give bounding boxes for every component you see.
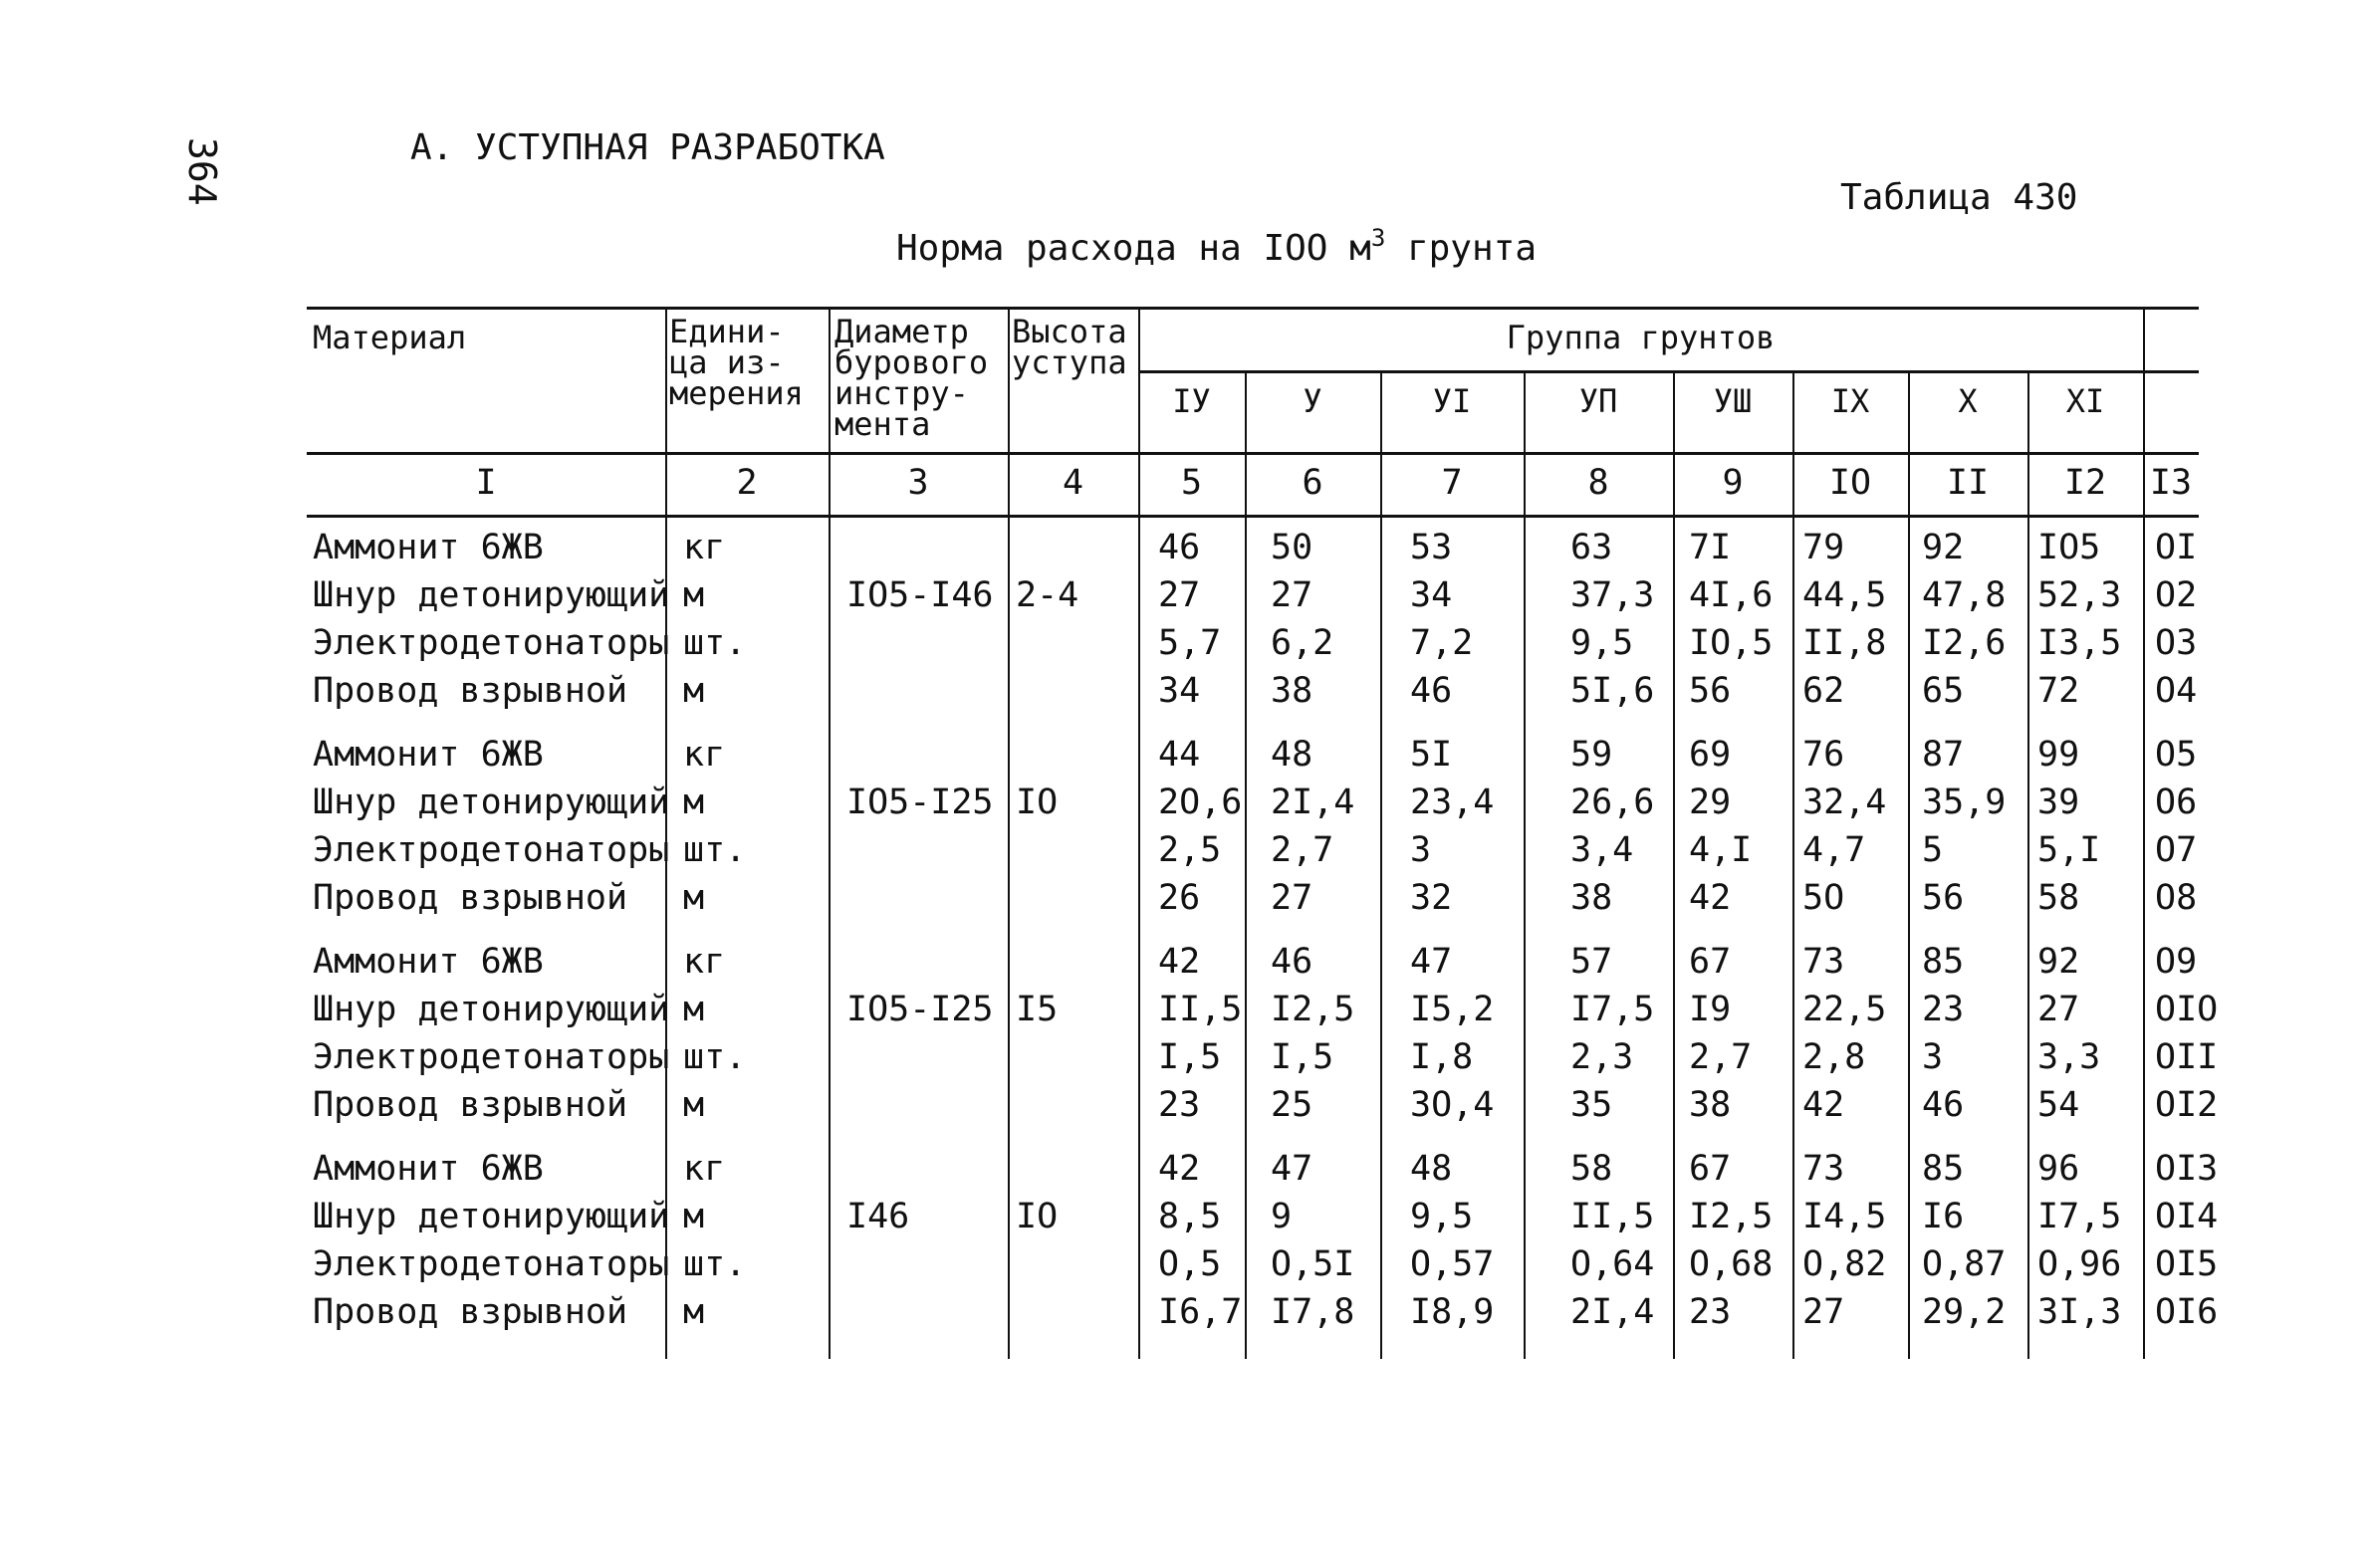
norm-value: I8,9: [1410, 1292, 1495, 1332]
row-code: O4: [2155, 671, 2198, 711]
row-code: O6: [2155, 782, 2198, 822]
norm-value: 3I,3: [2037, 1292, 2122, 1332]
norm-value: 42: [1158, 1149, 1201, 1189]
norm-value: 34: [1158, 671, 1201, 711]
norm-value: 35,9: [1922, 782, 2007, 822]
norm-value: 67: [1689, 1149, 1732, 1189]
header-soil-group: Группа грунтов: [1506, 319, 1776, 356]
norm-value: 5I: [1410, 735, 1453, 775]
norm-value: 52,3: [2037, 575, 2122, 615]
column-divider: [829, 307, 831, 1359]
material-name: Шнур детонирующий: [313, 782, 670, 822]
header-height-line: Высота: [1012, 313, 1127, 350]
material-name: Шнур детонирующий: [313, 1197, 670, 1236]
unit-of-measure: шт.: [683, 1037, 747, 1077]
bench-height: I5: [1016, 990, 1059, 1029]
material-name: Электродетонаторы: [313, 1037, 670, 1077]
norm-value: 79: [1802, 528, 1845, 567]
column-number: 6: [1302, 463, 1323, 503]
norm-value: I4,5: [1802, 1197, 1887, 1236]
norm-value: 58: [1570, 1149, 1613, 1189]
drill-diameter: IO5-I25: [846, 782, 994, 822]
column-divider: [1245, 370, 1247, 1359]
header-unit-line: ца из-: [669, 343, 785, 381]
norm-value: I3,5: [2037, 623, 2122, 663]
material-name: Провод взрывной: [313, 671, 628, 711]
unit-of-measure: м: [683, 1292, 705, 1332]
norm-value: 22,5: [1802, 990, 1887, 1029]
header-unit-line: мерения: [669, 374, 804, 412]
norm-value: IO,5: [1689, 623, 1774, 663]
unit-of-measure: м: [683, 782, 705, 822]
column-divider: [1138, 307, 1140, 1359]
norm-value: I,5: [1271, 1037, 1334, 1077]
norm-value: I6: [1922, 1197, 1965, 1236]
norm-value: 59: [1570, 735, 1613, 775]
column-divider: [1524, 370, 1526, 1359]
column-divider: [1673, 370, 1675, 1359]
norm-value: 32: [1410, 878, 1453, 918]
norm-value: 5,I: [2037, 830, 2101, 870]
norm-value: 92: [1922, 528, 1965, 567]
norm-value: 5,7: [1158, 623, 1222, 663]
row-code: O9: [2155, 942, 2198, 982]
unit-of-measure: шт.: [683, 830, 747, 870]
norm-value: 3: [1410, 830, 1432, 870]
norm-value: 2,5: [1158, 830, 1222, 870]
norm-value: 53: [1410, 528, 1453, 567]
header-group-7: X: [1958, 382, 1978, 420]
norm-value: 4,7: [1802, 830, 1866, 870]
norm-value: 58: [2037, 878, 2080, 918]
row-code: OI6: [2155, 1292, 2219, 1332]
norm-value: I,8: [1410, 1037, 1474, 1077]
norm-value: 27: [1271, 878, 1313, 918]
norm-value: 4,I: [1689, 830, 1753, 870]
norm-value: 27: [1271, 575, 1313, 615]
norm-value: 29,2: [1922, 1292, 2007, 1332]
norm-value: 3: [1922, 1037, 1944, 1077]
material-name: Шнур детонирующий: [313, 575, 670, 615]
table-caption: [896, 224, 1537, 269]
unit-of-measure: кг: [683, 528, 726, 567]
norm-value: 9,5: [1570, 623, 1634, 663]
norm-value: 54: [2037, 1085, 2080, 1125]
norm-value: I7,5: [2037, 1197, 2122, 1236]
norm-value: 26: [1158, 878, 1201, 918]
norm-value: I5,2: [1410, 990, 1495, 1029]
norm-value: I7,5: [1570, 990, 1655, 1029]
norm-value: 47: [1271, 1149, 1313, 1189]
norm-value: 39: [2037, 782, 2080, 822]
norm-value: 65: [1922, 671, 1965, 711]
norm-value: O,87: [1922, 1244, 2007, 1284]
norm-value: 73: [1802, 1149, 1845, 1189]
column-number: I: [475, 463, 497, 503]
norm-value: 3,3: [2037, 1037, 2101, 1077]
material-name: Электродетонаторы: [313, 1244, 670, 1284]
norm-value: 29: [1689, 782, 1732, 822]
bench-height: IO: [1016, 782, 1059, 822]
header-group-4: УП: [1578, 382, 1618, 420]
unit-of-measure: кг: [683, 735, 726, 775]
column-number: 2: [736, 463, 758, 503]
norm-value: O,5: [1158, 1244, 1222, 1284]
norm-value: O,5I: [1271, 1244, 1355, 1284]
caption-superscript: 3: [1370, 224, 1386, 252]
caption-text: Норма расхода на IOO м: [896, 228, 1371, 269]
norm-value: 23,4: [1410, 782, 1495, 822]
norm-value: 46: [1410, 671, 1453, 711]
row-code: OI4: [2155, 1197, 2219, 1236]
norm-value: 2,8: [1802, 1037, 1866, 1077]
norm-value: I2,5: [1271, 990, 1355, 1029]
unit-of-measure: м: [683, 878, 705, 918]
bench-height: IO: [1016, 1197, 1059, 1236]
norm-value: 25: [1271, 1085, 1313, 1125]
norm-value: 56: [1689, 671, 1732, 711]
norm-value: 67: [1689, 942, 1732, 982]
norm-value: 32,4: [1802, 782, 1887, 822]
column-divider: [1792, 370, 1794, 1359]
material-name: Аммонит 6ЖВ: [313, 735, 544, 775]
norm-value: 63: [1570, 528, 1613, 567]
column-number: 5: [1180, 463, 1203, 503]
norm-value: 48: [1410, 1149, 1453, 1189]
material-name: Провод взрывной: [313, 1292, 628, 1332]
header-group-3: УI: [1432, 382, 1472, 420]
norm-value: I9: [1689, 990, 1732, 1029]
material-name: Аммонит 6ЖВ: [313, 942, 544, 982]
norm-value: 46: [1158, 528, 1201, 567]
norm-value: II,8: [1802, 623, 1887, 663]
unit-of-measure: м: [683, 1085, 705, 1125]
norm-value: 50: [1271, 528, 1313, 567]
norm-value: 6,2: [1271, 623, 1334, 663]
norm-value: 3,4: [1570, 830, 1634, 870]
row-code: O3: [2155, 623, 2198, 663]
norm-value: 27: [1158, 575, 1201, 615]
material-name: Электродетонаторы: [313, 623, 670, 663]
norm-value: 38: [1570, 878, 1613, 918]
column-number: 4: [1062, 463, 1084, 503]
norm-value: O,64: [1570, 1244, 1655, 1284]
row-code: OIO: [2155, 990, 2219, 1029]
norm-value: II,5: [1570, 1197, 1655, 1236]
material-name: Аммонит 6ЖВ: [313, 1149, 544, 1189]
unit-of-measure: м: [683, 671, 705, 711]
norm-value: 47: [1410, 942, 1453, 982]
column-number: I3: [2149, 463, 2193, 503]
unit-of-measure: м: [683, 990, 705, 1029]
row-code: OI: [2155, 528, 2198, 567]
norm-value: 69: [1689, 735, 1732, 775]
header-diameter-line: Диаметр: [834, 313, 969, 350]
table-number: Таблица 430: [1840, 177, 2078, 218]
norm-value: 5: [1922, 830, 1944, 870]
norm-value: 73: [1802, 942, 1845, 982]
norm-value: 46: [1271, 942, 1313, 982]
header-group-8: XI: [2065, 382, 2105, 420]
material-name: Провод взрывной: [313, 878, 628, 918]
column-number: I2: [2063, 463, 2107, 503]
norm-value: 99: [2037, 735, 2080, 775]
norm-value: 76: [1802, 735, 1845, 775]
norm-value: I7,8: [1271, 1292, 1355, 1332]
norm-value: 47,8: [1922, 575, 2007, 615]
column-divider: [2143, 307, 2145, 1359]
header-group-6: IX: [1830, 382, 1870, 420]
norm-value: 9,5: [1410, 1197, 1474, 1236]
norm-value: I6,7: [1158, 1292, 1243, 1332]
norm-value: 5O: [1802, 878, 1845, 918]
group-sub-rule: [1138, 370, 2199, 373]
unit-of-measure: шт.: [683, 623, 747, 663]
norm-value: 85: [1922, 1149, 1965, 1189]
norm-value: I2,5: [1689, 1197, 1774, 1236]
row-code: OI3: [2155, 1149, 2219, 1189]
page-number: 364: [180, 137, 224, 206]
unit-of-measure: шт.: [683, 1244, 747, 1284]
norm-value: 44,5: [1802, 575, 1887, 615]
norm-value: 5I,6: [1570, 671, 1655, 711]
header-height-line: уступа: [1012, 343, 1127, 381]
norm-value: 8,5: [1158, 1197, 1222, 1236]
norm-value: 2,7: [1271, 830, 1334, 870]
header-diameter-line: инстру-: [834, 374, 969, 412]
norm-value: 87: [1922, 735, 1965, 775]
norm-value: 2,7: [1689, 1037, 1753, 1077]
norm-value: 34: [1410, 575, 1453, 615]
unit-of-measure: кг: [683, 1149, 726, 1189]
norm-value: 62: [1802, 671, 1845, 711]
norm-value: 27: [2037, 990, 2080, 1029]
header-bottom-rule: [307, 452, 2199, 455]
norm-value: 23: [1689, 1292, 1732, 1332]
norm-value: 96: [2037, 1149, 2080, 1189]
drill-diameter: I46: [846, 1197, 910, 1236]
norm-value: 37,3: [1570, 575, 1655, 615]
norm-value: O,68: [1689, 1244, 1774, 1284]
norm-value: 35: [1570, 1085, 1613, 1125]
bench-height: 2-4: [1016, 575, 1079, 615]
norm-value: 2O,6: [1158, 782, 1243, 822]
row-code: O5: [2155, 735, 2198, 775]
number-row-rule: [307, 515, 2199, 518]
norm-value: 26,6: [1570, 782, 1655, 822]
norm-value: 2I,4: [1570, 1292, 1655, 1332]
table-top-rule: [307, 307, 2199, 310]
row-code: OI5: [2155, 1244, 2219, 1284]
norm-value: 46: [1922, 1085, 1965, 1125]
norm-value: 23: [1922, 990, 1965, 1029]
column-number: IO: [1828, 463, 1872, 503]
header-group-5: УШ: [1713, 382, 1753, 420]
norm-value: 23: [1158, 1085, 1201, 1125]
drill-diameter: IO5-I25: [846, 990, 994, 1029]
header-material: Материал: [313, 319, 467, 356]
header-diameter-line: мента: [834, 405, 931, 443]
norm-value: 9: [1271, 1197, 1293, 1236]
norm-value: O,57: [1410, 1244, 1495, 1284]
column-number: 9: [1722, 463, 1744, 503]
header-group-2: У: [1303, 382, 1322, 420]
caption-suffix: грунта: [1385, 228, 1537, 269]
material-name: Электродетонаторы: [313, 830, 670, 870]
row-code: O8: [2155, 878, 2198, 918]
norm-value: 44: [1158, 735, 1201, 775]
norm-value: 27: [1802, 1292, 1845, 1332]
unit-of-measure: м: [683, 1197, 705, 1236]
norm-value: 3O,4: [1410, 1085, 1495, 1125]
material-name: Шнур детонирующий: [313, 990, 670, 1029]
column-number: 3: [907, 463, 929, 503]
header-group-1: IУ: [1172, 382, 1211, 420]
norm-value: 42: [1802, 1085, 1845, 1125]
norm-value: 7I: [1689, 528, 1732, 567]
norm-value: 42: [1689, 878, 1732, 918]
unit-of-measure: м: [683, 575, 705, 615]
norm-value: 42: [1158, 942, 1201, 982]
norm-value: O,96: [2037, 1244, 2122, 1284]
drill-diameter: IO5-I46: [846, 575, 994, 615]
norm-value: 7,2: [1410, 623, 1474, 663]
norm-value: II,5: [1158, 990, 1243, 1029]
norm-value: IO5: [2037, 528, 2101, 567]
column-divider: [1008, 307, 1010, 1359]
column-divider: [2027, 370, 2029, 1359]
norm-value: I,5: [1158, 1037, 1222, 1077]
column-divider: [1908, 370, 1910, 1359]
column-number: II: [1946, 463, 1990, 503]
header-unit-line: Едини-: [669, 313, 785, 350]
norm-value: 38: [1689, 1085, 1732, 1125]
row-code: OII: [2155, 1037, 2219, 1077]
material-name: Провод взрывной: [313, 1085, 628, 1125]
header-diameter-line: бурового: [834, 343, 989, 381]
norm-value: 57: [1570, 942, 1613, 982]
column-number: 8: [1587, 463, 1609, 503]
norm-value: 92: [2037, 942, 2080, 982]
norm-value: 2,3: [1570, 1037, 1634, 1077]
norm-value: 72: [2037, 671, 2080, 711]
material-name: Аммонит 6ЖВ: [313, 528, 544, 567]
row-code: O7: [2155, 830, 2198, 870]
column-number: 7: [1441, 463, 1463, 503]
row-code: OI2: [2155, 1085, 2219, 1125]
norm-value: I2,6: [1922, 623, 2007, 663]
row-code: O2: [2155, 575, 2198, 615]
column-divider: [1380, 370, 1382, 1359]
norm-value: 48: [1271, 735, 1313, 775]
unit-of-measure: кг: [683, 942, 726, 982]
norm-value: 85: [1922, 942, 1965, 982]
norm-value: O,82: [1802, 1244, 1887, 1284]
norm-value: 38: [1271, 671, 1313, 711]
section-title: А. УСТУПНАЯ РАЗРАБОТКА: [410, 127, 885, 168]
norm-value: 56: [1922, 878, 1965, 918]
norm-value: 4I,6: [1689, 575, 1774, 615]
norm-value: 2I,4: [1271, 782, 1355, 822]
